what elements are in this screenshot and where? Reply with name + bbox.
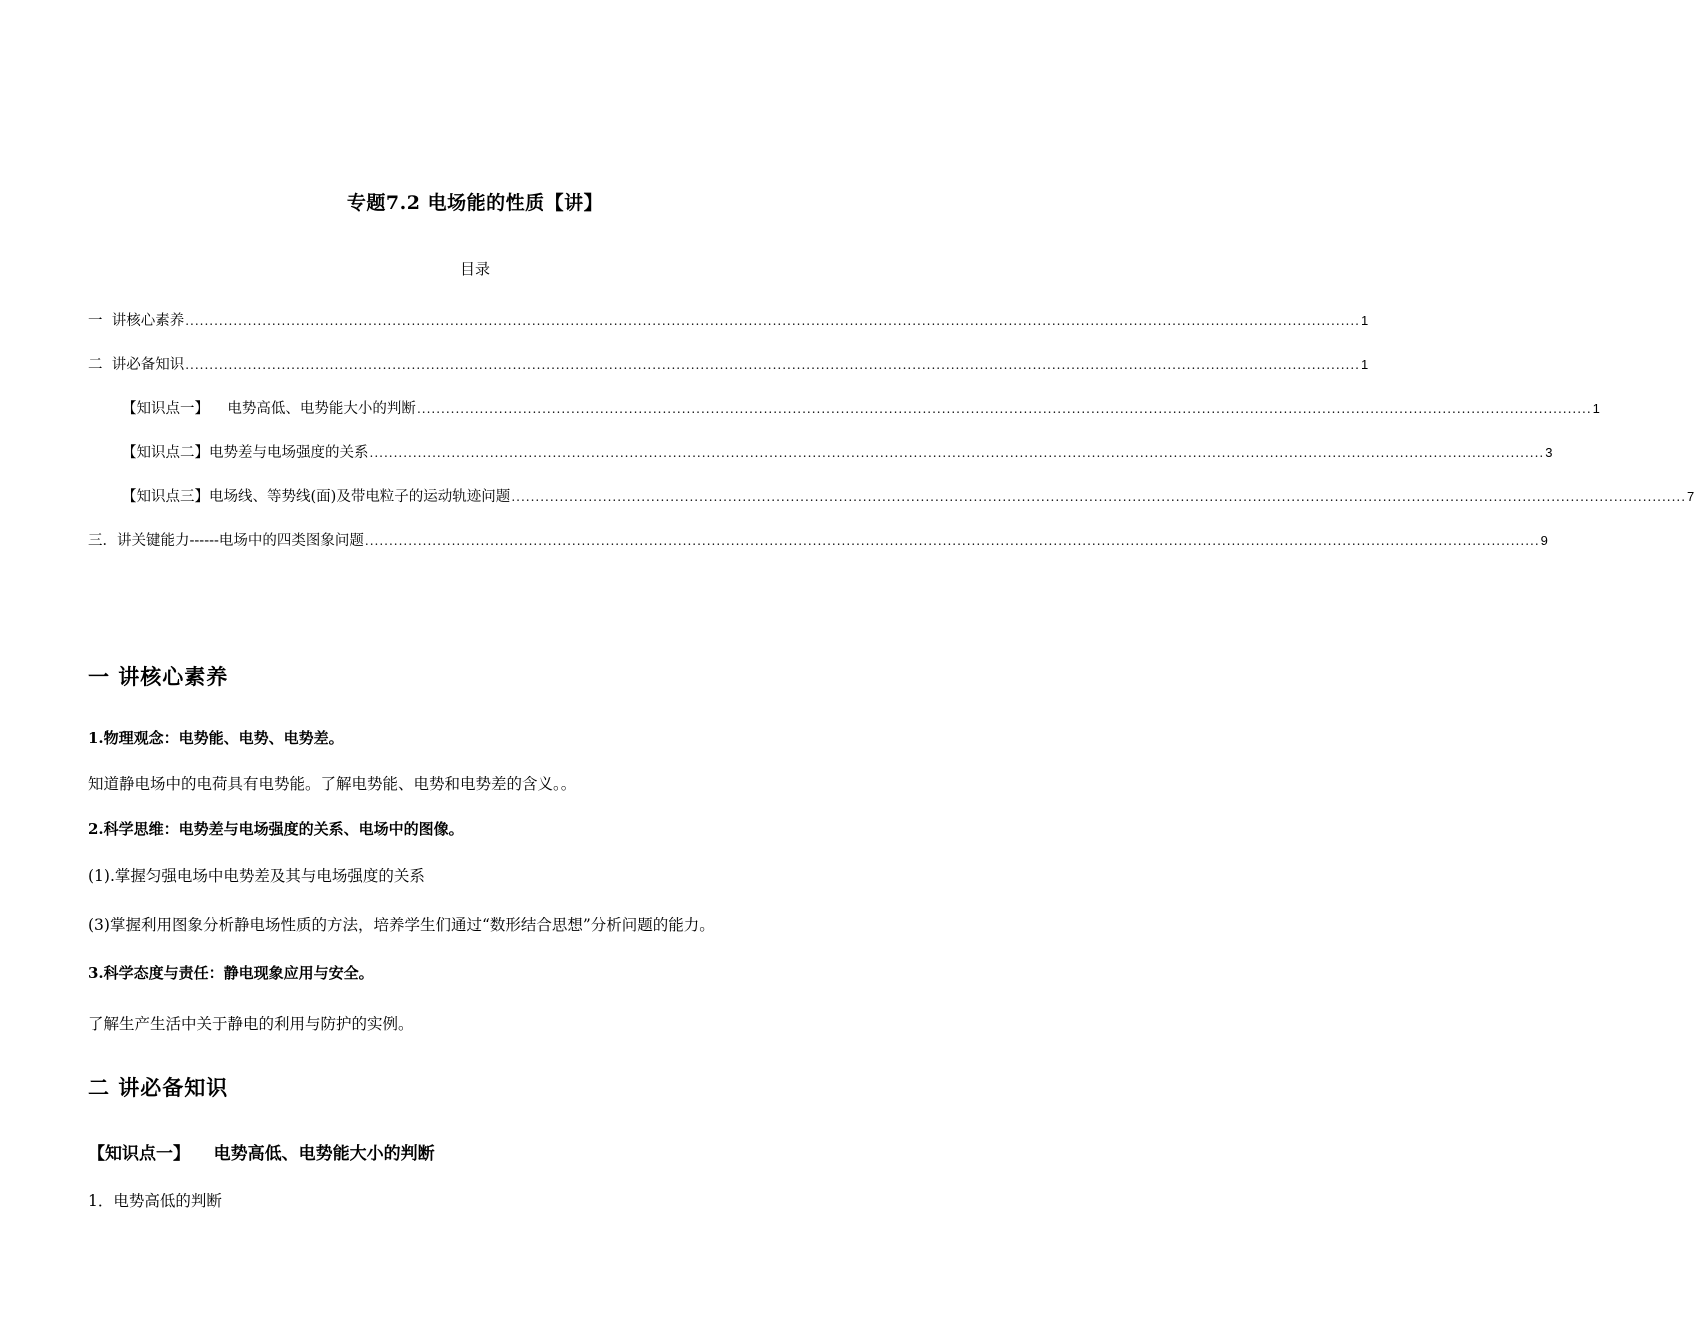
knowledge-point-1-heading: 【知识点一】 电势高低、电势能大小的判断 (88, 1144, 435, 1164)
toc-entry-page: 9 (1540, 533, 1548, 548)
toc-entry[interactable] (122, 485, 1694, 506)
toc-entry[interactable] (88, 353, 1369, 374)
toc-entry-page: 1 (1592, 401, 1600, 416)
toc-entry-text: 【知识点二】电势差与电场强度的关系 (122, 445, 369, 461)
toc-leader-dots: .................................................................................................................................................................................................................................................... (511, 490, 1687, 504)
toc-entry[interactable] (122, 441, 1553, 462)
literacy-item-1-text: 知道静电场中的电荷具有电势能。了解电势能、电势和电势差的含义。。 (88, 775, 577, 793)
toc-entry-page: 7 (1687, 489, 1694, 504)
toc-entry[interactable] (88, 529, 1548, 550)
toc-entry-text: 【知识点一】 电势高低、电势能大小的判断 (122, 401, 416, 417)
toc-leader-dots: .................................................................................................................................................................................................................................................... (416, 402, 1592, 416)
toc-entry-text: 一 讲核心素养 (88, 313, 185, 329)
section-heading-essential-knowledge: 二 讲必备知识 (88, 1075, 229, 1100)
toc-entry-text: 【知识点三】电场线、等势线(面)及带电粒子的运动轨迹问题 (122, 489, 511, 505)
toc-entry-text: 三．讲关键能力------电场中的四类图象问题 (88, 533, 364, 549)
toc-entry-page: 3 (1545, 445, 1553, 460)
toc-entry-page: 1 (1360, 357, 1369, 372)
literacy-item-2-text-b: (3)掌握利用图象分析静电场性质的方法，培养学生们通过“数形结合思想”分析问题的能力。 (88, 916, 715, 934)
toc-heading: 目录 (459, 260, 490, 278)
knowledge-point-1-item-1: 1．电势高低的判断 (88, 1192, 222, 1210)
toc-leader-dots: .................................................................................................................................................................................................................................................... (185, 358, 1360, 372)
toc-leader-dots: .................................................................................................................................................................................................................................................... (364, 534, 1540, 548)
toc-entry[interactable] (122, 397, 1600, 418)
section-heading-core-literacy: 一 讲核心素养 (88, 664, 229, 689)
toc-entry[interactable] (88, 309, 1369, 330)
literacy-item-3-title: 3.科学态度与责任：静电现象应用与安全。 (88, 964, 374, 982)
literacy-item-2-title: 2.科学思维：电势差与电场强度的关系、电场中的图像。 (88, 820, 464, 838)
document-title: 专题7.2 电场能的性质【讲】 (346, 192, 604, 214)
literacy-item-3-text: 了解生产生活中关于静电的利用与防护的实例。 (88, 1015, 414, 1033)
toc-entry-page: 1 (1360, 313, 1369, 328)
toc-leader-dots: .................................................................................................................................................................................................................................................... (185, 314, 1360, 328)
literacy-item-1-title: 1.物理观念：电势能、电势、电势差。 (88, 729, 344, 747)
toc-leader-dots: .................................................................................................................................................................................................................................................... (369, 446, 1545, 460)
literacy-item-2-text-a: (1).掌握匀强电场中电势差及其与电场强度的关系 (88, 867, 425, 885)
toc-entry-text: 二 讲必备知识 (88, 357, 185, 373)
